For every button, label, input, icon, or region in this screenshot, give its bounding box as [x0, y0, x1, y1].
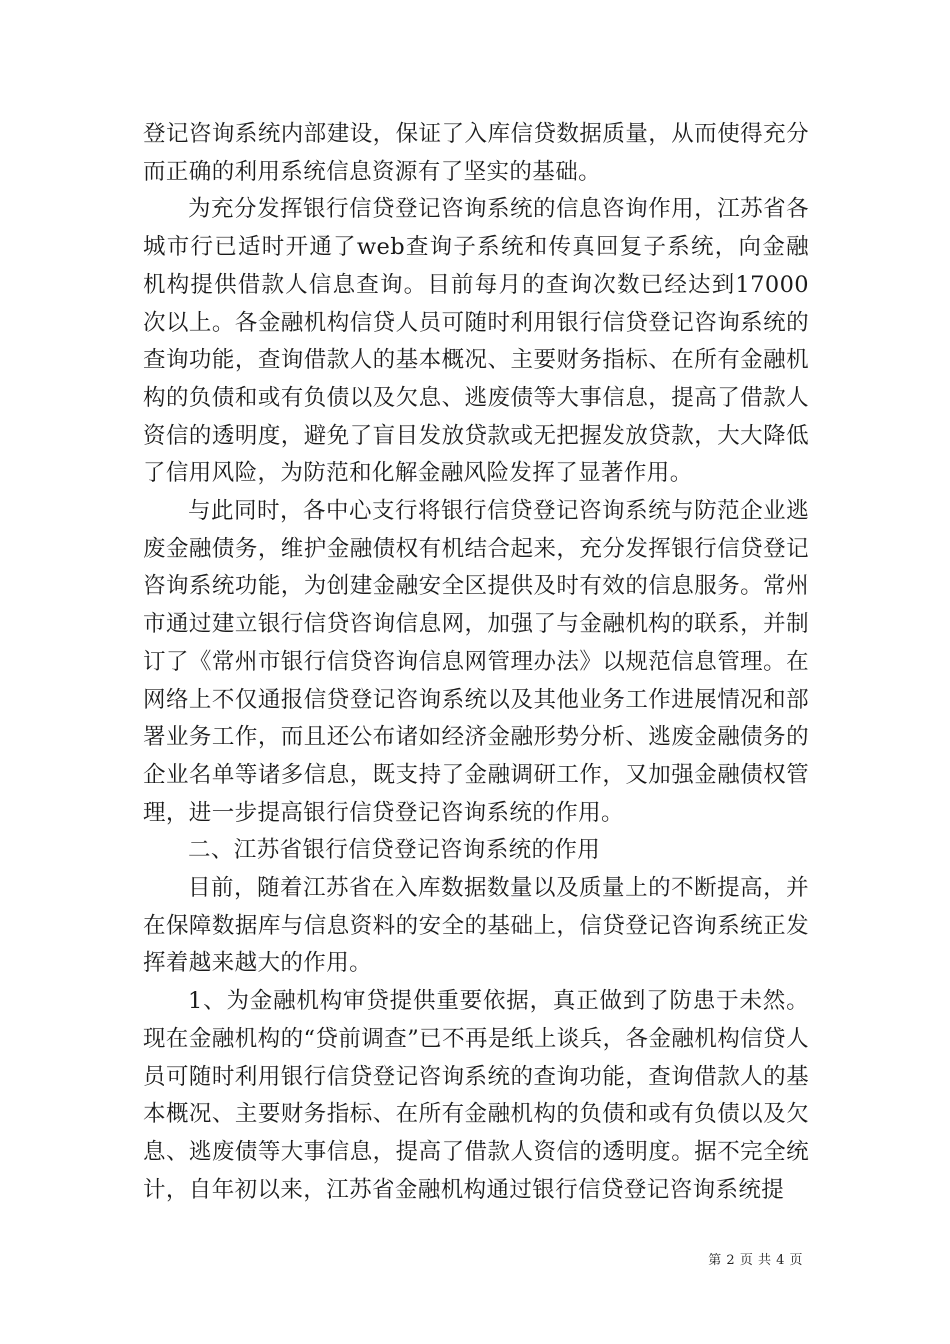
section-heading: 二、江苏省银行信贷登记咨询系统的作用	[188, 837, 601, 864]
paragraph-current-role: 目前，随着江苏省在入库数据数量以及质量上的不断提高，并在保障数据库与信息资料的安全的基础上，信贷登记咨询系统正发挥着越来越大的作用。	[143, 875, 809, 977]
paragraph-web-query: 为充分发挥银行信贷登记咨询系统的信息咨询作用，江苏省各城市行已适时开通了web查询子系统和传真回复子系统，向金融机构提供借款人信息查询。目前每月的查询次数已经达到17000次以上。各金融机构信贷人员可随时利用银行信贷登记咨询系统的查询功能，查询借款人的基本概况、主要财务指标、在所有金融机构的负债和或有负债以及欠息、逃废债等大事信息，提高了借款人资信的透明度，避免了盲目发放贷款或无把握发放贷款，大大降低了信用风险，为防范和化解金融风险发挥了显著作用。	[143, 196, 809, 487]
document-body	[143, 116, 809, 1209]
paragraph-continuation: 登记咨询系统内部建设，保证了入库信贷数据质量，从而使得充分而正确的利用系统信息资源有了坚实的基础。	[143, 121, 809, 185]
paragraph-changzhou-network: 与此同时，各中心支行将银行信贷登记咨询系统与防范企业逃废金融债务，维护金融债权有机结合起来，充分发挥银行信贷登记咨询系统功能，为创建金融安全区提供及时有效的信息服务。常州市通过建立银行信贷咨询信息网，加强了与金融机构的联系，并制订了《常州市银行信贷咨询信息网管理办法》以规范信息管理。在网络上不仅通报信贷登记咨询系统以及其他业务工作进展情况和部署业务工作，而且还公布诸如经济金融形势分析、逃废金融债务的企业名单等诸多信息，既支持了金融调研工作，又加强金融债权管理，进一步提高银行信贷登记咨询系统的作用。	[143, 498, 809, 826]
paragraph-point-one: 1、为金融机构审贷提供重要依据，真正做到了防患于未然。现在金融机构的“贷前调查”已不再是纸上谈兵，各金融机构信贷人员可随时利用银行信贷登记咨询系统的查询功能，查询借款人的基本概况、主要财务指标、在所有金融机构的负债和或有负债以及欠息、逃废债等大事信息，提高了借款人资信的透明度。据不完全统计，自年初以来，江苏省金融机构通过银行信贷登记咨询系统提	[143, 988, 809, 1203]
page-number: 第 2 页 共 4 页	[708, 1253, 803, 1268]
